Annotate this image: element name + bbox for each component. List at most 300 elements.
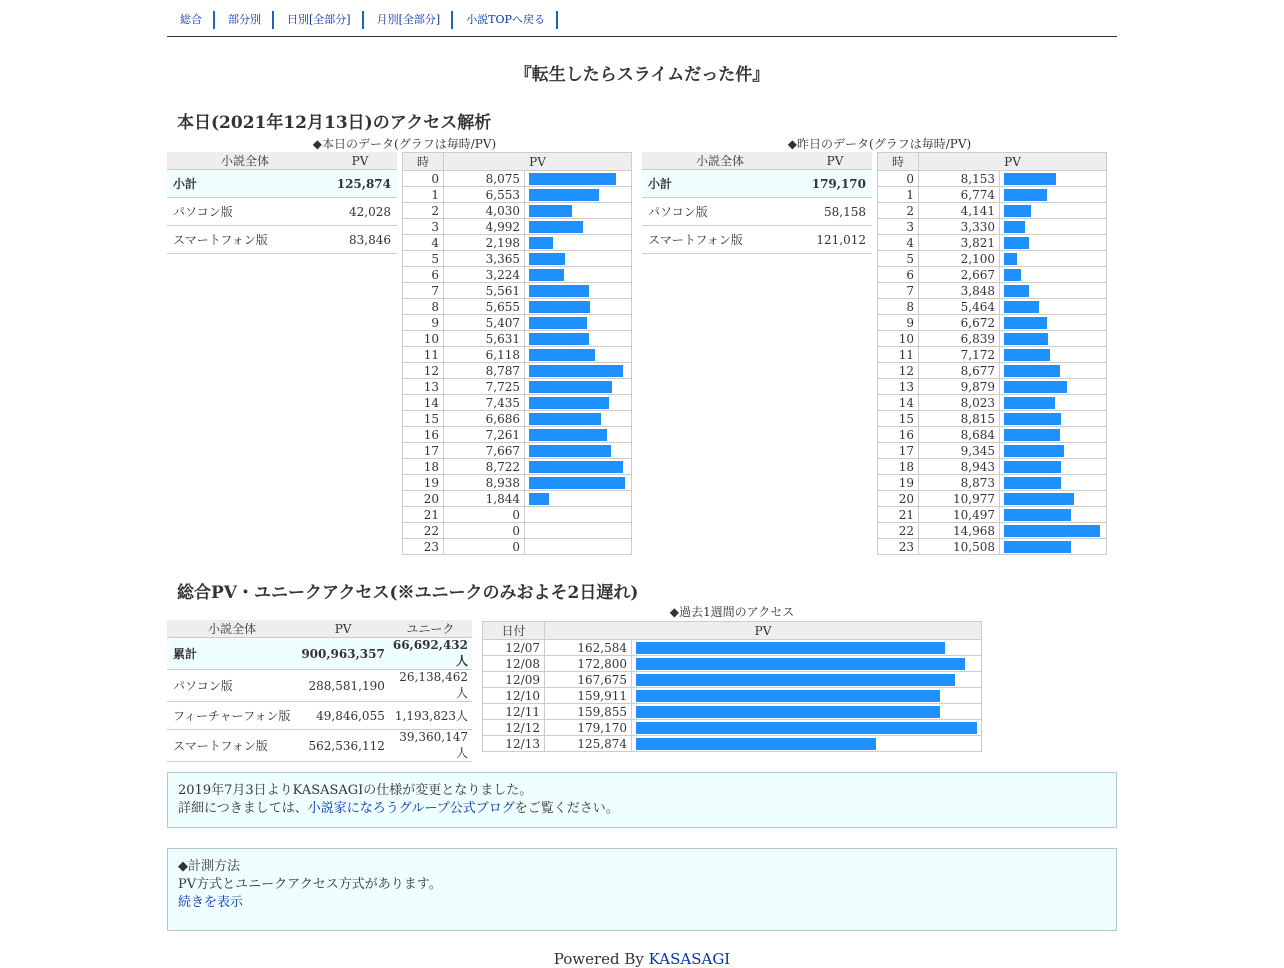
pv-bar [529,317,587,329]
pv-bar [636,690,940,702]
row-key: 13 [878,379,919,395]
pv-bar [529,253,565,265]
row-key: 12 [403,363,444,379]
bar-cell [1000,427,1107,443]
bar-cell [525,459,632,475]
total-pv-table [167,620,472,762]
bar-cell [525,363,632,379]
row-pv: 8,938 [444,475,525,491]
row-value: 58,158 [798,198,872,226]
pv-bar [529,397,609,409]
row-key: 11 [403,347,444,363]
summary-row [167,170,397,198]
pv-bar [529,301,590,313]
row-pv: 0 [444,539,525,555]
bar-cell [1000,235,1107,251]
total-label: フィーチャーフォン版 [167,702,297,730]
nav-item [274,11,364,29]
today-caption: ◆本日のデータ(グラフは毎時/PV) [312,137,497,151]
row-pv: 2,198 [444,235,525,251]
row-pv: 8,815 [919,411,1000,427]
row-pv: 2,100 [919,251,1000,267]
total-pv: 288,581,190 [297,670,389,702]
column-header: PV [297,620,389,638]
pv-bar [1004,253,1017,265]
summary-row [642,198,872,226]
nav-link[interactable]: 総合 [180,13,202,26]
row-key: 17 [878,443,919,459]
bar-cell [632,720,982,736]
bar-cell [1000,411,1107,427]
row-pv: 9,345 [919,443,1000,459]
data-row [403,411,632,427]
today-summary-table [167,152,397,254]
method-title: ◆計測方法 [178,859,240,874]
data-row [403,523,632,539]
data-row [878,283,1107,299]
bar-cell [1000,283,1107,299]
row-key: 12/07 [483,640,545,656]
row-key: 2 [878,203,919,219]
nav-item [453,11,558,29]
row-key: 12/09 [483,672,545,688]
data-row [403,395,632,411]
pv-bar [1004,445,1064,457]
bar-cell [525,507,632,523]
bar-cell [1000,459,1107,475]
data-row [483,656,982,672]
pv-bar [529,461,623,473]
pv-bar [1004,477,1061,489]
row-pv: 5,655 [444,299,525,315]
row-label: 小計 [167,170,323,198]
row-pv: 8,873 [919,475,1000,491]
data-row [403,187,632,203]
row-pv: 7,261 [444,427,525,443]
pv-bar [636,706,940,718]
pv-bar [529,333,589,345]
bar-cell [525,523,632,539]
row-label: パソコン版 [642,198,798,226]
row-key: 0 [878,171,919,187]
row-key: 5 [403,251,444,267]
pv-bar [1004,413,1061,425]
bar-cell [1000,443,1107,459]
row-pv: 4,030 [444,203,525,219]
bar-cell [525,171,632,187]
top-navigation [167,11,1117,37]
method-body: PV方式とユニークアクセス方式があります。 [178,877,442,892]
row-key: 12/13 [483,736,545,752]
nav-link[interactable]: 月別[全部分] [376,13,441,26]
bar-cell [1000,395,1107,411]
pv-bar [529,269,564,281]
pv-bar [529,221,583,233]
row-key: 19 [878,475,919,491]
bar-cell [525,283,632,299]
bar-cell [1000,315,1107,331]
data-row [878,299,1107,315]
pv-bar [529,477,625,489]
bar-cell [1000,363,1107,379]
summary-row [642,226,872,254]
bar-cell [632,640,982,656]
today-hourly-table [402,152,632,555]
row-pv: 10,497 [919,507,1000,523]
pv-bar [1004,333,1048,345]
row-key: 15 [878,411,919,427]
row-key: 15 [403,411,444,427]
data-row [403,171,632,187]
row-key: 5 [878,251,919,267]
row-pv: 2,667 [919,267,1000,283]
data-row [878,235,1107,251]
bar-cell [525,251,632,267]
column-header: 小説全体 [167,152,323,170]
total-row [167,702,472,730]
row-pv: 159,855 [545,704,632,720]
row-pv: 3,821 [919,235,1000,251]
data-row [878,331,1107,347]
pv-bar [1004,317,1047,329]
pv-bar [529,429,607,441]
bar-cell [632,672,982,688]
row-key: 8 [878,299,919,315]
data-row [483,704,982,720]
pv-bar [1004,365,1060,377]
column-header: 小説全体 [642,152,798,170]
data-row [403,203,632,219]
total-pv: 562,536,112 [297,730,389,762]
row-key: 18 [878,459,919,475]
row-pv: 3,224 [444,267,525,283]
data-row [878,203,1107,219]
bar-cell [525,219,632,235]
row-key: 2 [403,203,444,219]
row-pv: 6,672 [919,315,1000,331]
summary-row [642,170,872,198]
data-row [878,187,1107,203]
footer [167,950,1117,968]
pv-bar [1004,301,1039,313]
total-heading: 総合PV・ユニークアクセス(※ユニークのみおよそ2日遅れ) [177,583,639,603]
column-header: 時 [878,153,919,171]
row-pv: 8,722 [444,459,525,475]
row-key: 14 [403,395,444,411]
nav-item [167,11,215,29]
nav-link[interactable]: 部分別 [228,13,261,26]
data-row [403,251,632,267]
summary-row [167,198,397,226]
bar-cell [1000,299,1107,315]
row-pv: 10,508 [919,539,1000,555]
row-pv: 10,977 [919,491,1000,507]
bar-cell [525,347,632,363]
data-row [403,491,632,507]
data-row [403,427,632,443]
row-key: 22 [878,523,919,539]
weekly-caption: ◆過去1週間のアクセス [669,605,795,619]
row-pv: 7,172 [919,347,1000,363]
data-row [403,347,632,363]
method-box [167,848,1117,931]
row-pv: 9,879 [919,379,1000,395]
pv-bar [1004,509,1071,521]
row-key: 12/10 [483,688,545,704]
row-key: 19 [403,475,444,491]
total-label: スマートフォン版 [167,730,297,762]
row-pv: 8,075 [444,171,525,187]
data-row [403,459,632,475]
pv-bar [529,365,623,377]
data-row [483,736,982,752]
pv-bar [1004,397,1055,409]
row-key: 10 [403,331,444,347]
row-key: 12/12 [483,720,545,736]
row-key: 1 [878,187,919,203]
nav-list [167,11,1117,29]
data-row [878,347,1107,363]
summary-row [167,226,397,254]
row-key: 16 [878,427,919,443]
row-pv: 8,153 [919,171,1000,187]
data-row [878,171,1107,187]
total-unique: 39,360,147人 [389,730,472,762]
row-key: 12/11 [483,704,545,720]
row-pv: 5,464 [919,299,1000,315]
nav-item [215,11,274,29]
bar-cell [1000,475,1107,491]
row-pv: 172,800 [545,656,632,672]
bar-cell [1000,379,1107,395]
data-row [403,363,632,379]
column-header: 小説全体 [167,620,297,638]
total-unique: 26,138,462人 [389,670,472,702]
bar-cell [525,475,632,491]
row-label: 小計 [642,170,798,198]
row-key: 17 [403,443,444,459]
notice-prefix: 詳細につきましては、 [178,801,308,816]
pv-bar [1004,429,1060,441]
bar-cell [525,395,632,411]
row-pv: 125,874 [545,736,632,752]
row-key: 18 [403,459,444,475]
pv-bar [1004,205,1031,217]
official-blog-link[interactable]: 小説家になろうグループ公式ブログ [307,801,515,816]
row-key: 23 [403,539,444,555]
row-key: 0 [403,171,444,187]
pv-bar [529,413,601,425]
pv-bar [1004,173,1056,185]
row-key: 14 [878,395,919,411]
row-pv: 8,684 [919,427,1000,443]
bar-cell [1000,251,1107,267]
row-key: 4 [403,235,444,251]
data-row [878,459,1107,475]
data-row [403,539,632,555]
total-unique: 1,193,823人 [389,702,472,730]
nav-link[interactable]: 日別[全部分] [287,13,351,26]
notice-suffix: をご覧ください。 [514,801,619,816]
bar-cell [1000,523,1107,539]
total-row [167,638,472,670]
today-heading: 本日(2021年12月13日)のアクセス解析 [177,113,492,133]
bar-cell [525,187,632,203]
pv-bar [529,349,595,361]
data-row [403,379,632,395]
bar-cell [525,427,632,443]
pv-bar [636,738,876,750]
data-row [403,507,632,523]
nav-item [364,11,454,29]
bar-cell [525,299,632,315]
weekly-access-table [482,621,982,752]
data-row [878,315,1107,331]
bar-cell [525,379,632,395]
row-pv: 14,968 [919,523,1000,539]
row-pv: 162,584 [545,640,632,656]
data-row [403,475,632,491]
row-key: 1 [403,187,444,203]
novel-title: 『転生したらスライムだった件』 [514,65,770,85]
row-pv: 3,330 [919,219,1000,235]
footer-prefix: Powered By [553,950,649,968]
data-row [403,283,632,299]
data-row [403,299,632,315]
row-pv: 179,170 [545,720,632,736]
data-row [878,507,1107,523]
row-label: スマートフォン版 [642,226,798,254]
pv-bar [1004,237,1029,249]
row-key: 7 [878,283,919,299]
column-header: 日付 [483,622,545,640]
pv-bar [1004,189,1047,201]
data-row [878,411,1107,427]
pv-bar [1004,221,1025,233]
bar-cell [1000,507,1107,523]
row-pv: 159,911 [545,688,632,704]
bar-cell [1000,171,1107,187]
row-key: 23 [878,539,919,555]
pv-bar [636,674,955,686]
bar-cell [1000,491,1107,507]
bar-cell [1000,187,1107,203]
kasasagi-link[interactable]: KASASAGI [648,950,731,968]
yesterday-caption: ◆昨日のデータ(グラフは毎時/PV) [787,137,972,151]
yesterday-summary-table [642,152,872,254]
column-header: PV [444,153,632,171]
total-pv: 49,846,055 [297,702,389,730]
data-row [403,331,632,347]
row-pv: 3,365 [444,251,525,267]
data-row [403,315,632,331]
data-row [878,363,1107,379]
row-value: 125,874 [323,170,397,198]
data-row [878,395,1107,411]
bar-cell [525,267,632,283]
row-pv: 5,631 [444,331,525,347]
row-pv: 0 [444,507,525,523]
bar-cell [525,315,632,331]
row-label: パソコン版 [167,198,323,226]
bar-cell [525,443,632,459]
pv-bar [529,173,616,185]
data-row [878,539,1107,555]
pv-bar [529,285,589,297]
row-key: 8 [403,299,444,315]
row-pv: 3,848 [919,283,1000,299]
data-row [403,219,632,235]
column-header: PV [323,152,397,170]
row-pv: 8,677 [919,363,1000,379]
row-pv: 6,118 [444,347,525,363]
pv-bar [636,658,965,670]
row-pv: 1,844 [444,491,525,507]
row-value: 42,028 [323,198,397,226]
data-row [878,475,1107,491]
column-header: ユニーク [389,620,472,638]
bar-cell [632,736,982,752]
pv-bar [529,493,549,505]
row-key: 21 [878,507,919,523]
bar-cell [1000,203,1107,219]
row-pv: 8,787 [444,363,525,379]
data-row [878,523,1107,539]
row-pv: 4,992 [444,219,525,235]
row-label: スマートフォン版 [167,226,323,254]
bar-cell [1000,347,1107,363]
bar-cell [525,411,632,427]
pv-bar [1004,461,1061,473]
column-header: 時 [403,153,444,171]
pv-bar [1004,525,1100,537]
bar-cell [632,656,982,672]
row-pv: 6,686 [444,411,525,427]
row-key: 3 [403,219,444,235]
nav-link[interactable]: 小説TOPへ戻る [466,13,545,26]
data-row [483,672,982,688]
column-header: PV [798,152,872,170]
data-row [878,219,1107,235]
show-more-link[interactable]: 続きを表示 [178,895,244,910]
pv-bar [529,205,572,217]
total-row [167,670,472,702]
pv-bar [1004,349,1050,361]
row-value: 179,170 [798,170,872,198]
row-key: 21 [403,507,444,523]
bar-cell [1000,539,1107,555]
row-key: 13 [403,379,444,395]
pv-bar [529,381,612,393]
bar-cell [525,539,632,555]
bar-cell [632,704,982,720]
pv-bar [529,237,553,249]
data-row [483,720,982,736]
total-label: パソコン版 [167,670,297,702]
row-pv: 5,407 [444,315,525,331]
data-row [878,267,1107,283]
bar-cell [525,491,632,507]
column-header: PV [919,153,1107,171]
data-row [483,688,982,704]
row-key: 12 [878,363,919,379]
yesterday-hourly-table [877,152,1107,555]
row-pv: 7,725 [444,379,525,395]
bar-cell [525,331,632,347]
pv-bar [636,722,977,734]
row-value: 83,846 [323,226,397,254]
row-key: 20 [878,491,919,507]
